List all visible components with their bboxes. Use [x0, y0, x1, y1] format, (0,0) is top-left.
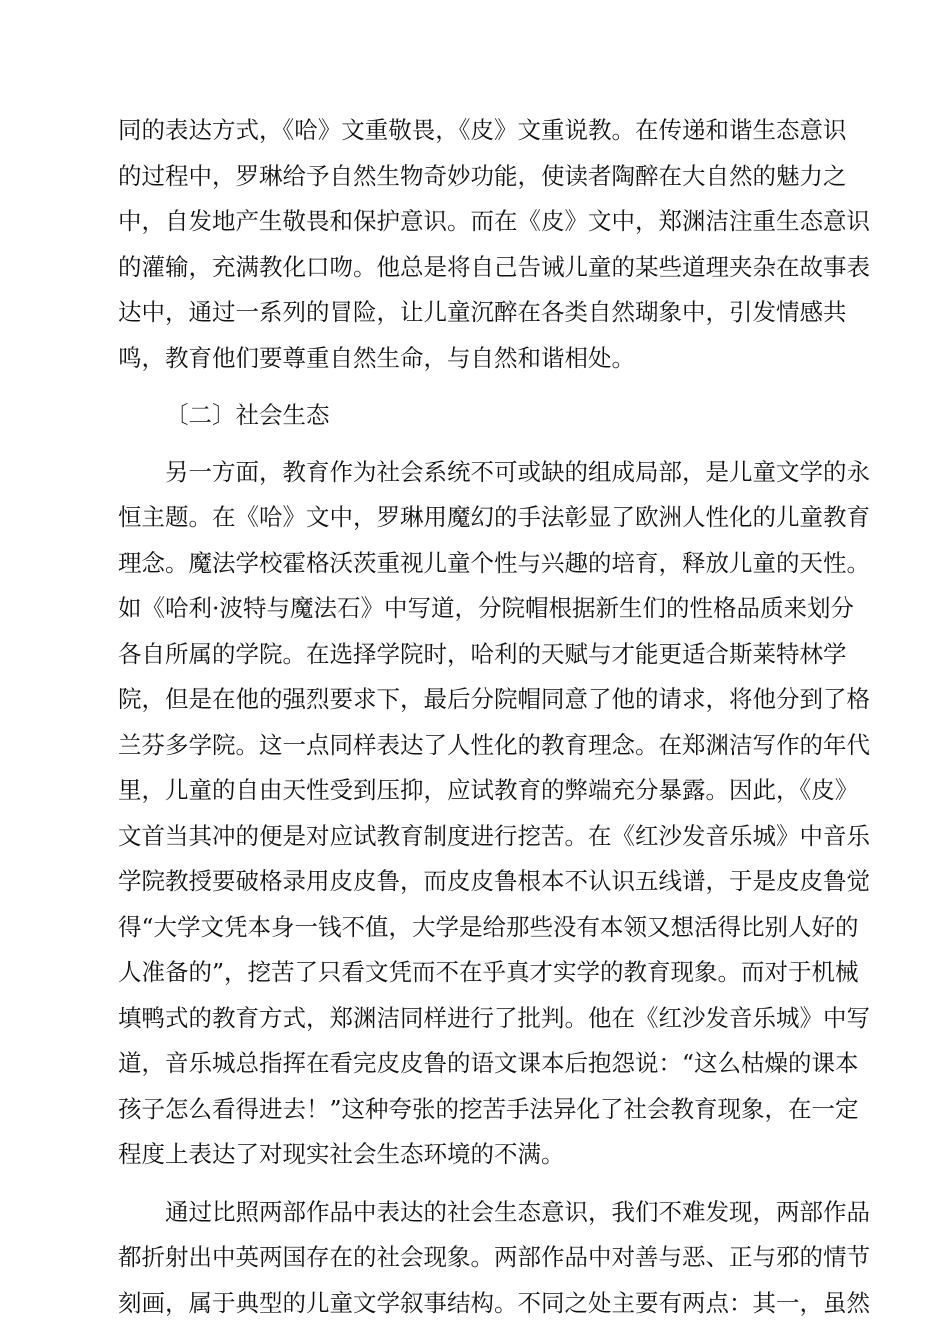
paragraph-line: 达中，通过一系列的冒险，让儿童沉醉在各类自然瑚象中，引发情感共	[118, 298, 847, 326]
paragraph-line: 院，但是在他的强烈要求下，最后分院帽同意了他的请求，将他分到了格	[118, 685, 870, 713]
paragraph-line: 人准备的”，挖苦了只看文凭而不在乎真才实学的教育现象。而对于机械	[118, 958, 859, 986]
paragraph-line: 填鸭式的教育方式，郑渊洁同样进行了批判。他在《红沙发音乐城》中写	[118, 1004, 870, 1032]
paragraph-line: 孩子怎么看得进去！”这种夸张的挖苦手法异化了社会教育现象，在一定	[118, 1095, 859, 1123]
paragraph-line: 都折射出中英两国存在的社会现象。两部作品中对善与恶、正与邪的情节	[118, 1243, 870, 1271]
paragraph-line: 中，自发地产生敬畏和保护意识。而在《皮》文中，郑渊洁注重生态意识	[118, 207, 870, 235]
paragraph-line: 各自所属的学院。在选择学院时，哈利的天赋与才能更适合斯莱特林学	[118, 640, 847, 668]
paragraph-line: 程度上表达了对现实社会生态环境的不满。	[118, 1140, 565, 1168]
paragraph-line: 刻画，属于典型的儿童文学叙事结构。不同之处主要有两点：其一，虽然	[118, 1289, 870, 1317]
paragraph-line: 通过比照两部作品中表达的社会生态意识，我们不难发现，两部作品	[165, 1198, 870, 1226]
section-heading: 〔二〕社会生态	[165, 401, 330, 429]
paragraph-line: 的过程中，罗琳给予自然生物奇妙功能，使读者陶醉在大自然的魅力之	[118, 162, 847, 190]
paragraph-line: 学院教授要破格录用皮皮鲁，而皮皮鲁根本不认识五线谱，于是皮皮鲁觉	[118, 867, 870, 895]
paragraph-line: 鸣，教育他们要尊重自然生命，与自然和谐相处。	[118, 344, 635, 372]
paragraph-line: 得“大学文凭本身一钱不值，大学是给那些没有本领又想活得比别人好的	[118, 913, 859, 941]
paragraph-line: 如《哈利·波特与魔法石》中写道，分院帽根据新生们的性格品质来划分	[118, 594, 854, 622]
paragraph-line: 同的表达方式，《哈》文重敬畏，《皮》文重说教。在传递和谐生态意识	[118, 116, 847, 144]
paragraph-line: 恒主题。在《哈》文中，罗琳用魔幻的手法彰显了欧洲人性化的儿童教育	[118, 503, 870, 531]
paragraph-line: 的灌输，充满教化口吻。他总是将自己告诫儿童的某些道理夹杂在故事表	[118, 253, 870, 281]
paragraph-line: 理念。魔法学校霍格沃茨重视儿童个性与兴趣的培育，释放儿童的天性。	[118, 549, 870, 577]
paragraph-line: 里，儿童的自由天性受到压抑，应试教育的弊端充分暴露。因此，《皮》	[118, 776, 859, 804]
paragraph-line: 道，音乐城总指挥在看完皮皮鲁的语文课本后抱怨说：“这么枯燥的课本	[118, 1049, 859, 1077]
paragraph-line: 兰芬多学院。这一点同样表达了人性化的教育理念。在郑渊洁写作的年代	[118, 731, 870, 759]
paragraph-line: 文首当其冲的便是对应试教育制度进行挖苦。在《红沙发音乐城》中音乐	[118, 822, 870, 850]
paragraph-line: 另一方面，教育作为社会系统不可或缺的组成局部，是儿童文学的永	[165, 458, 870, 486]
